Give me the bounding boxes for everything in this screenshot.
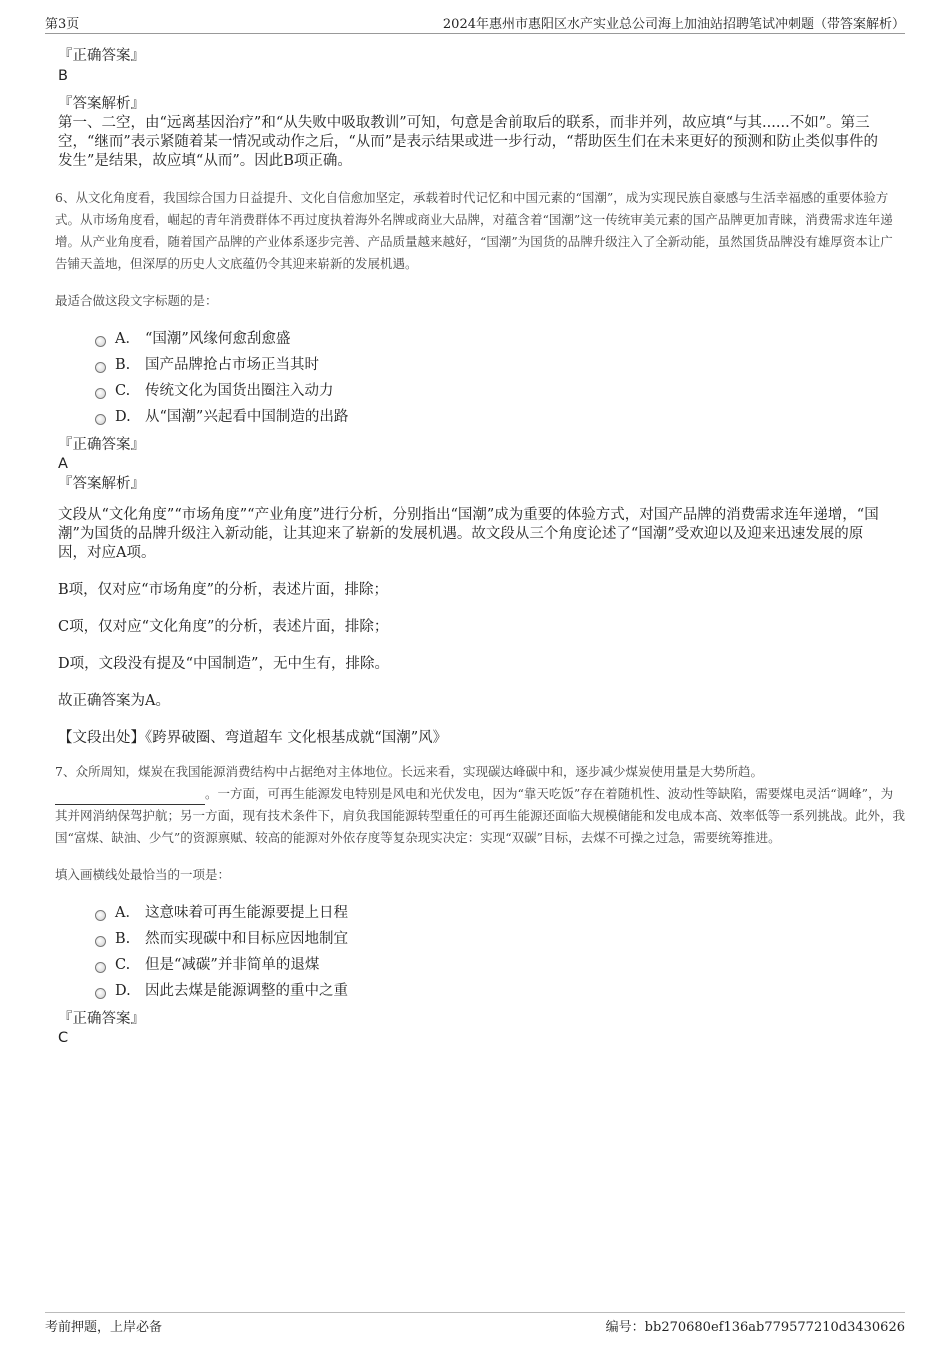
- question-7-prompt: 填入画横线处最恰当的一项是：: [55, 867, 231, 882]
- page-content: [55, 47, 905, 1047]
- option-c[interactable]: C. 传统文化为国货出圈注入动力: [95, 378, 905, 404]
- radio-icon[interactable]: [95, 962, 106, 973]
- radio-icon[interactable]: [95, 388, 106, 399]
- option-d[interactable]: D. 从“国潮”兴起看中国制造的出路: [95, 404, 905, 430]
- correct-answer-value: B: [58, 68, 68, 84]
- correct-answer-label: 『正确答案』: [58, 437, 145, 453]
- option-a[interactable]: A． “国潮”风缘何愈刮愈盛: [95, 326, 905, 352]
- analysis-label: 『答案解析』: [58, 96, 145, 112]
- analysis-option-b: B项，仅对应“市场角度”的分析，表述片面，排除；: [58, 582, 388, 598]
- page-number: 第3页: [45, 17, 80, 32]
- option-a[interactable]: A． 这意味着可再生能源要提上日程: [95, 900, 905, 926]
- radio-icon[interactable]: [95, 910, 106, 921]
- analysis-label: 『答案解析』: [58, 476, 145, 492]
- correct-answer-value: A: [58, 456, 68, 472]
- question-7-text: 7、众所周知，煤炭在我国能源消费结构中占据绝对主体地位。长远来看，实现碳达峰碳中和，逐步减少煤炭使用量是大势所趋。 。一方面，可再生能源发电特别是风电和光伏发电，因为“靠天吃饭”存在着随机性、波动性等缺陷，需要煤电灵活“调峰”，为其并网消纳保驾护航；另一方面，现有技术条件下，肩负我国能源转型重任的可再生能源还面临大规模储能和发电成本高、效率低等一系列挑战。此外，我国“富煤、缺油、少气”的资源禀赋、较高的能源对外依存度等复杂现实决定：实现“双碳”目标，去煤不可操之过急，需要统筹推进。: [55, 764, 906, 845]
- correct-answer-label: 『正确答案』: [58, 1011, 145, 1027]
- question-6-prompt: 最适合做这段文字标题的是：: [55, 293, 218, 308]
- analysis-conclusion: 故正确答案为A。: [58, 693, 170, 709]
- page-header: [45, 13, 905, 34]
- analysis-option-d: D项，文段没有提及“中国制造”，无中生有，排除。: [58, 656, 389, 672]
- question-6-text: 6、从文化角度看，我国综合国力日益提升、文化自信愈加坚定，承载着时代记忆和中国元素的“国潮”，成为实现民族自豪感与生活幸福感的重要体验方式。从市场角度看，崛起的青年消费群体不再过度执着海外名牌或商业大品牌，对蕴含着“国潮”这一传统审美元素的国产品牌更加青睐，消费需求连年递增。从产业角度看，随着国产品牌的产业体系逐步完善、产品质量越来越好，“国潮”为国货的品牌升级注入了全新动能，虽然国货品牌没有雄厚资本让广告铺天盖地，但深厚的历史人文底蕴仍令其迎来崭新的发展机遇。: [55, 190, 893, 271]
- footer-slogan: 考前押题，上岸必备: [45, 1320, 163, 1335]
- option-b[interactable]: B. 然而实现碳中和目标应因地制宜: [95, 926, 905, 952]
- analysis-option-c: C项，仅对应“文化角度”的分析，表述片面，排除；: [58, 619, 389, 635]
- answer-blank: [55, 790, 205, 805]
- document-title: 2024年惠州市惠阳区水产实业总公司海上加油站招聘笔试冲刺题（带答案解析）: [442, 17, 905, 32]
- question-7-options: [55, 900, 905, 1004]
- analysis-text: 文段从“文化角度”“市场角度”“产业角度”进行分析，分别指出“国潮”成为重要的体验方式，对国产品牌的消费需求连年递增，“国潮”为国货的品牌升级注入新动能，让其迎来了崭新的发展机遇。故文段从三个角度论述了“国潮”受欢迎以及迎来迅速发展的原因，对应A项。: [58, 507, 879, 561]
- option-c[interactable]: C. 但是“减碳”并非简单的退煤: [95, 952, 905, 978]
- correct-answer-value: C: [58, 1030, 69, 1046]
- radio-icon[interactable]: [95, 362, 106, 373]
- radio-icon[interactable]: [95, 414, 106, 425]
- source-note: 【文段出处】《跨界破圈、弯道超车 文化根基成就“国潮”风》: [58, 730, 448, 746]
- correct-answer-label: 『正确答案』: [58, 48, 145, 64]
- radio-icon[interactable]: [95, 936, 106, 947]
- option-b[interactable]: B. 国产品牌抢占市场正当其时: [95, 352, 905, 378]
- question-6-options: [55, 326, 905, 430]
- page-footer: [45, 1312, 905, 1336]
- analysis-text: 第一、二空，由“远离基因治疗”和“从失败中吸取教训”可知，句意是舍前取后的联系，而非并列，故应填“与其......不如”。第三空，“继而”表示紧随着某一情况或动作之后，“从而”是表示结果或进一步行动，“帮助医生们在未来更好的预测和防止类似事件的发生”是结果，故应填“从而”。因此B项正确。: [58, 115, 879, 169]
- radio-icon[interactable]: [95, 336, 106, 347]
- radio-icon[interactable]: [95, 988, 106, 999]
- document-id: 编号：bb270680ef136ab779577210d3430626: [605, 1320, 905, 1335]
- option-d[interactable]: D. 因此去煤是能源调整的重中之重: [95, 978, 905, 1004]
